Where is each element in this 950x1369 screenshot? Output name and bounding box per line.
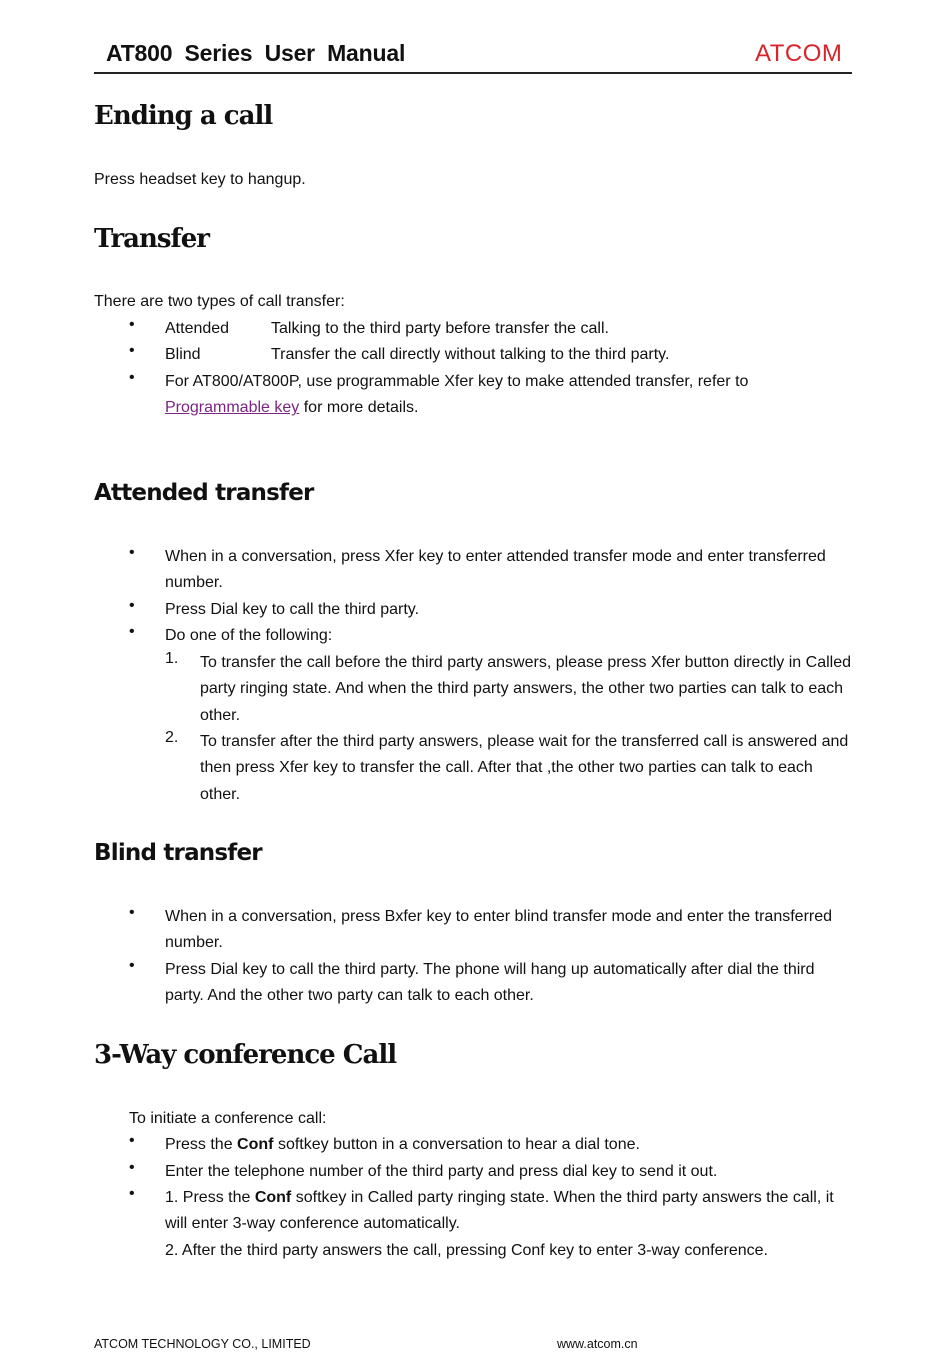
conference-text: softkey in Called party ringing state. When the third party answers the call, it will enter 3-way conference automatically. (165, 1189, 834, 1233)
manual-title: AT800 Series User Manual (106, 40, 406, 66)
bullet-icon: • (129, 1185, 135, 1202)
bullet-icon: • (129, 597, 135, 614)
ending-text: Press headset key to hangup. (94, 171, 306, 188)
footer-website[interactable]: www.atcom.cn (557, 1337, 638, 1351)
step-number: 1. (165, 650, 179, 667)
conference-bullet-1 (165, 1132, 855, 1158)
conference-bullet-3-line2: 2. After the third party answers the call, pressing Conf key to enter 3-way conference. (165, 1242, 768, 1259)
transfer-term: Attended (165, 320, 230, 337)
conf-softkey-label: Conf (254, 1189, 292, 1206)
conference-bullet-2: Enter the telephone number of the third party and press dial key to send it out. (165, 1163, 718, 1180)
bullet-icon: • (129, 342, 135, 359)
transfer-intro: There are two types of call transfer: (94, 293, 345, 310)
heading-blind-transfer: Blind transfer (94, 840, 262, 866)
attended-step: To transfer after the third party answers, please wait for the transferred call is answered and then press Xfer key to transfer the call. After that ,the other two parties can talk to each other. (200, 733, 849, 803)
heading-transfer: Transfer (94, 224, 209, 254)
heading-attended-transfer: Attended transfer (94, 480, 314, 506)
transfer-note (165, 369, 765, 422)
atcom-logo: ATCOM (755, 40, 843, 67)
bullet-icon: • (129, 1159, 135, 1176)
transfer-desc: Transfer the call directly without talking to the third party. (271, 346, 670, 363)
conference-text: softkey button in a conversation to hear a dial tone. (277, 1136, 640, 1153)
transfer-note-after: for more details. (303, 399, 419, 417)
bullet-icon: • (129, 904, 135, 921)
bullet-icon: • (129, 369, 135, 386)
transfer-desc: Talking to the third party before transfer the call. (271, 320, 609, 337)
bullet-icon: • (129, 316, 135, 333)
transfer-term: Blind (165, 346, 201, 363)
conference-text: Press the (165, 1136, 233, 1153)
attended-bullet: Press Dial key to call the third party. (165, 601, 420, 618)
blind-bullet: When in a conversation, press Bxfer key to enter blind transfer mode and enter the transferred number. (165, 908, 833, 952)
attended-step: To transfer the call before the third party answers, please press Xfer button directly in Called party ringing state. And when the third party answers, the other two parties can talk to each other. (200, 654, 851, 724)
bullet-icon: • (129, 544, 135, 561)
transfer-item-attended (165, 316, 855, 342)
transfer-note-text: For AT800/AT800P, use programmable Xfer key to make attended transfer, refer to (165, 373, 749, 390)
attended-bullet: When in a conversation, press Xfer key to enter attended transfer mode and enter transferred number. (165, 548, 826, 592)
step-number: 2. (165, 729, 179, 746)
conference-text: 1. Press the (165, 1189, 251, 1206)
blind-bullet: Press Dial key to call the third party. The phone will hang up automatically after dial the third party. And the other two party can talk to each other. (165, 961, 815, 1005)
conference-intro: To initiate a conference call: (129, 1110, 327, 1127)
attended-bullet: Do one of the following: (165, 627, 333, 644)
bullet-icon: • (129, 623, 135, 640)
transfer-item-blind (165, 342, 855, 368)
heading-ending-a-call: Ending a call (94, 101, 273, 131)
conference-bullet-3 (165, 1185, 855, 1238)
conf-softkey-label: Conf (237, 1136, 274, 1153)
bullet-icon: • (129, 957, 135, 974)
heading-3-way-conference: 3-Way conference Call (94, 1040, 397, 1070)
bullet-icon: • (129, 1132, 135, 1149)
header-divider (94, 72, 852, 74)
footer-company: ATCOM TECHNOLOGY CO., LIMITED (94, 1337, 311, 1351)
programmable-key-link[interactable]: Programmable key (165, 399, 300, 417)
